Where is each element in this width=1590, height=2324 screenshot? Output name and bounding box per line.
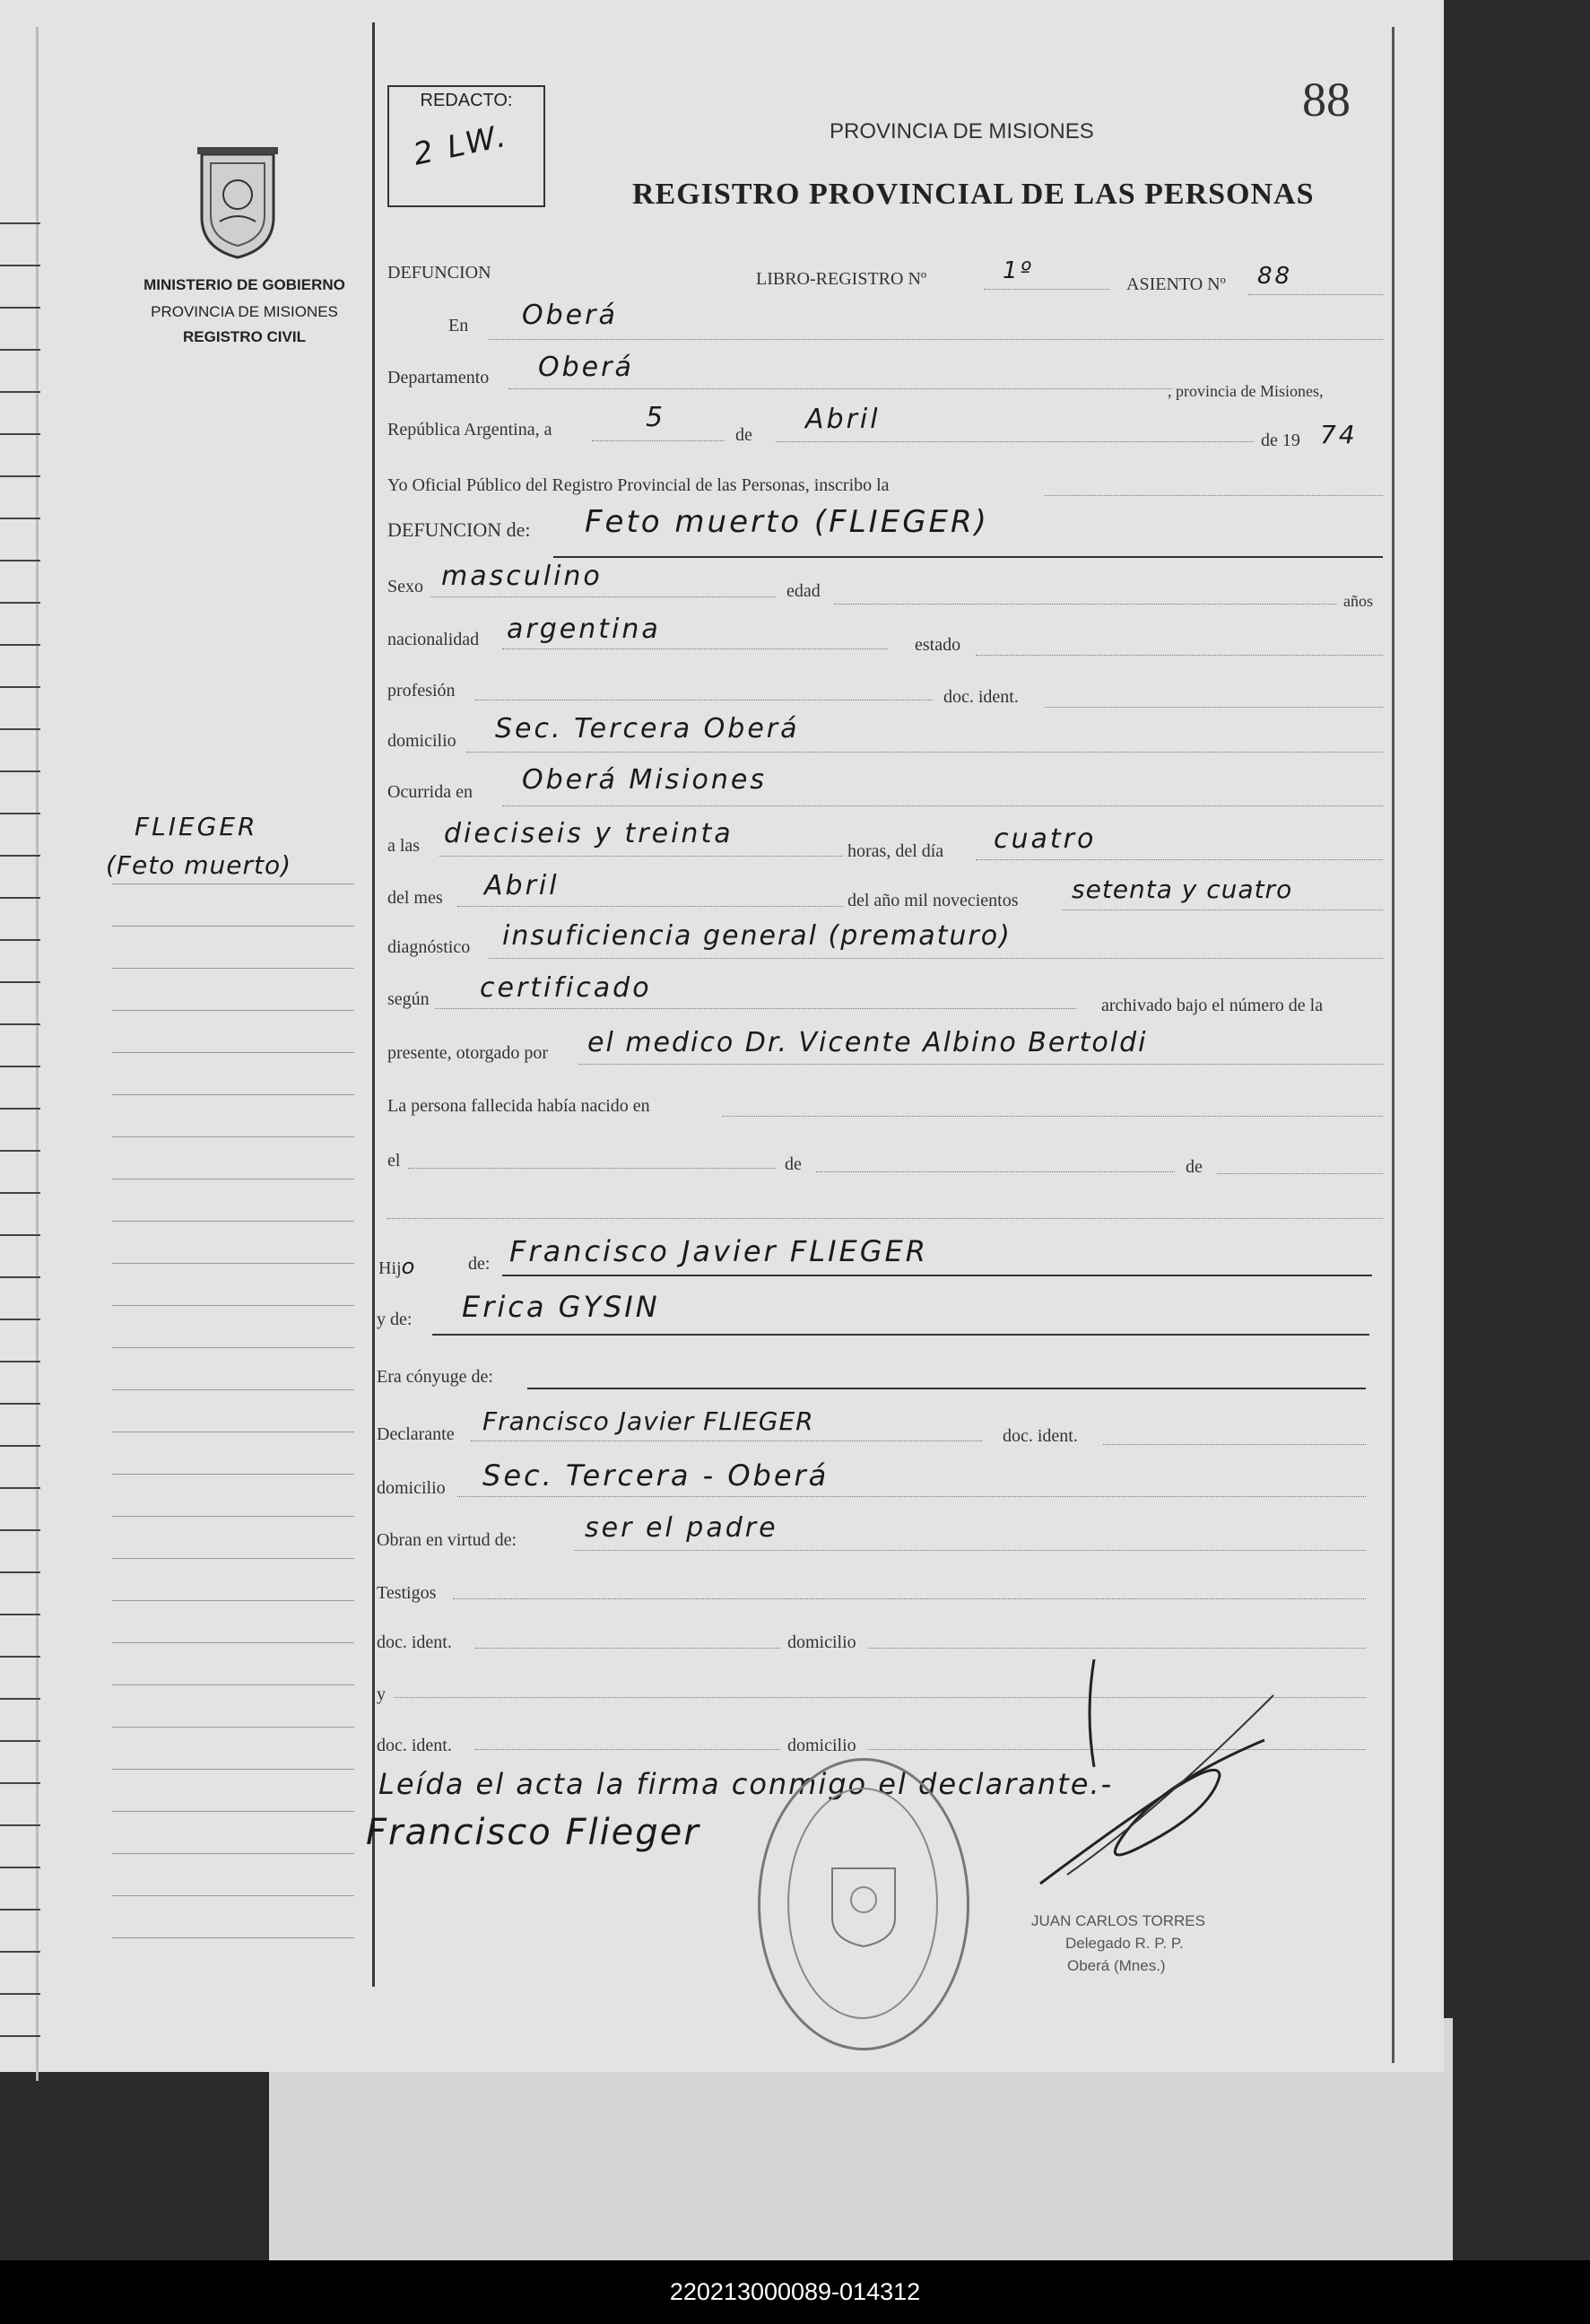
alas-label: a las bbox=[387, 836, 421, 856]
left-edge-tick bbox=[0, 1782, 40, 1784]
redacto-label: REDACTO: bbox=[420, 91, 513, 110]
doc-ident-label: doc. ident. bbox=[943, 687, 1019, 707]
conyuge-line bbox=[527, 1388, 1366, 1389]
left-edge-tick bbox=[0, 1108, 40, 1110]
margin-ruling bbox=[112, 1474, 354, 1475]
oficial-text: Yo Oficial Público del Registro Provincial de las Personas, inscribo la bbox=[387, 475, 890, 495]
left-edge-tick bbox=[0, 349, 40, 351]
margin-ruling bbox=[112, 1811, 354, 1812]
delmes-value: Abril bbox=[484, 870, 560, 901]
left-edge-tick bbox=[0, 1150, 40, 1152]
left-edge-tick bbox=[0, 1234, 40, 1236]
horas-label: horas, del día bbox=[847, 841, 944, 861]
diagnostico-line bbox=[489, 958, 1383, 959]
hijo-de-value: Francisco Javier FLIEGER bbox=[509, 1234, 928, 1268]
hijo-de-line bbox=[502, 1275, 1372, 1276]
anos-label: años bbox=[1343, 592, 1373, 610]
estado-label: estado bbox=[915, 635, 961, 655]
left-edge-tick bbox=[0, 1066, 40, 1067]
left-edge-tick bbox=[0, 475, 40, 477]
delmes-label: del mes bbox=[387, 888, 443, 908]
stamp-title: Delegado R. P. P. bbox=[1065, 1935, 1184, 1952]
de19-label: de 19 bbox=[1261, 431, 1300, 450]
left-edge-tick bbox=[0, 1824, 40, 1826]
de2-line bbox=[816, 1171, 1175, 1172]
obran-value: ser el padre bbox=[585, 1512, 778, 1544]
margin-ruling bbox=[112, 1684, 354, 1685]
libro-label: LIBRO-REGISTRO Nº bbox=[756, 269, 927, 289]
left-edge-tick bbox=[0, 433, 40, 435]
yde-label: y de: bbox=[377, 1310, 413, 1329]
presente-value: el medico Dr. Vicente Albino Bertoldi bbox=[587, 1027, 1148, 1058]
left-edge-tick bbox=[0, 1614, 40, 1615]
margin-ruling bbox=[112, 1305, 354, 1306]
left-edge-tick bbox=[0, 518, 40, 519]
left-edge-tick bbox=[0, 560, 40, 561]
declarante-value: Francisco Javier FLIEGER bbox=[482, 1406, 814, 1436]
segun-value: certificado bbox=[480, 972, 652, 1004]
left-edge-tick bbox=[0, 1656, 40, 1658]
de2-label: de bbox=[785, 1154, 802, 1174]
declarante-doc-line bbox=[1103, 1444, 1366, 1445]
margin-ruling bbox=[112, 1642, 354, 1643]
declarante-doc-label: doc. ident. bbox=[1003, 1426, 1078, 1446]
coat-of-arms-icon bbox=[188, 145, 287, 262]
de-label: de bbox=[735, 425, 752, 445]
official-seal-icon bbox=[758, 1758, 969, 2050]
y-label: y bbox=[377, 1684, 386, 1704]
domicilio-value: Sec. Tercera Oberá bbox=[495, 713, 800, 744]
declarante-label: Declarante bbox=[377, 1424, 455, 1444]
edad-label: edad bbox=[786, 581, 821, 601]
defuncion-de-value: Feto muerto (FLIEGER) bbox=[585, 504, 989, 540]
de3-label: de bbox=[1186, 1157, 1203, 1177]
decl-domicilio-value: Sec. Tercera - Oberá bbox=[482, 1458, 830, 1493]
t1-dom-line bbox=[868, 1648, 1366, 1649]
archivado-label: archivado bajo el número de la bbox=[1101, 996, 1324, 1015]
left-edge-tick bbox=[0, 770, 40, 772]
hijo-label-text: Hij bbox=[378, 1258, 402, 1278]
ministry-line-1: MINISTERIO DE GOBIERNO bbox=[143, 276, 345, 293]
dia-line bbox=[592, 440, 725, 441]
margin-note-name: FLIEGER bbox=[135, 812, 258, 841]
margin-ruling bbox=[112, 1263, 354, 1264]
defuncion-de-label: DEFUNCION de: bbox=[387, 518, 531, 541]
margin-ruling bbox=[112, 1010, 354, 1011]
left-edge-tick bbox=[0, 1192, 40, 1194]
hijo-label bbox=[378, 1254, 417, 1279]
left-edge-tick bbox=[0, 602, 40, 604]
book-spine bbox=[36, 27, 39, 2081]
ocurrida-label: Ocurrida en bbox=[387, 782, 473, 802]
obran-label: Obran en virtud de: bbox=[377, 1530, 517, 1550]
t1-dom-label: domicilio bbox=[787, 1632, 856, 1652]
left-edge-tick bbox=[0, 1529, 40, 1531]
el-label: el bbox=[387, 1151, 401, 1171]
mes-line bbox=[776, 441, 1254, 442]
libro-value: 1º bbox=[1003, 257, 1034, 284]
sexo-value: masculino bbox=[441, 561, 603, 592]
seal-emblem-icon bbox=[823, 1859, 904, 1949]
hijo-de-label: de: bbox=[468, 1254, 491, 1274]
redacto-box bbox=[387, 85, 545, 207]
presente-line bbox=[578, 1064, 1383, 1065]
margin-ruling bbox=[112, 1853, 354, 1854]
left-edge-tick bbox=[0, 2035, 40, 2037]
left-edge-tick bbox=[0, 1993, 40, 1995]
left-edge-tick bbox=[0, 1276, 40, 1278]
edad-line bbox=[834, 604, 1336, 605]
left-edge-tick bbox=[0, 644, 40, 646]
oficial-line bbox=[1045, 495, 1383, 496]
profesion-label: profesión bbox=[387, 681, 456, 701]
presente-label: presente, otorgado por bbox=[387, 1043, 549, 1063]
diagnostico-value: insuficiencia general (prematuro) bbox=[502, 920, 1012, 952]
libro-line bbox=[984, 289, 1109, 290]
mes-value: Abril bbox=[805, 404, 881, 435]
domicilio-line bbox=[466, 752, 1383, 753]
margin-ruling bbox=[112, 1347, 354, 1348]
departamento-line bbox=[508, 388, 1172, 389]
left-edge-tick bbox=[0, 1361, 40, 1362]
stamp-name: JUAN CARLOS TORRES bbox=[1031, 1912, 1205, 1929]
ministry-line-2: PROVINCIA DE MISIONES bbox=[151, 303, 338, 320]
stamp-place: Oberá (Mnes.) bbox=[1067, 1957, 1166, 1974]
left-edge-tick bbox=[0, 307, 40, 309]
margin-ruling bbox=[112, 883, 354, 884]
diagnostico-label: diagnóstico bbox=[387, 937, 471, 957]
left-edge-tick bbox=[0, 391, 40, 393]
left-edge-tick bbox=[0, 728, 40, 730]
left-edge-tick bbox=[0, 1023, 40, 1025]
testigos-line bbox=[453, 1598, 1366, 1599]
segun-line bbox=[435, 1008, 1076, 1009]
ocurrida-line bbox=[502, 805, 1383, 806]
left-edge-tick bbox=[0, 1571, 40, 1573]
delanio-value: setenta y cuatro bbox=[1072, 875, 1293, 904]
yde-line bbox=[432, 1334, 1369, 1336]
registry-title: REGISTRO PROVINCIAL DE LAS PERSONAS bbox=[632, 178, 1315, 211]
delmes-line bbox=[457, 906, 843, 907]
margin-ruling bbox=[112, 1052, 354, 1053]
testigos-label: Testigos bbox=[377, 1583, 437, 1603]
segun-label: según bbox=[387, 989, 430, 1009]
departamento-value: Oberá bbox=[538, 352, 634, 383]
yde-value: Erica GYSIN bbox=[462, 1290, 660, 1324]
asiento-label: ASIENTO Nº bbox=[1126, 274, 1226, 294]
departamento-label: Departamento bbox=[387, 368, 490, 387]
alas-value: dieciseis y treinta bbox=[444, 818, 734, 849]
defuncion-de-line bbox=[553, 556, 1383, 558]
left-edge-tick bbox=[0, 1487, 40, 1489]
ocurrida-value: Oberá Misiones bbox=[522, 764, 768, 796]
provincia-suffix: , provincia de Misiones, bbox=[1168, 382, 1324, 400]
left-edge-tick bbox=[0, 1951, 40, 1953]
sexo-label: Sexo bbox=[387, 577, 423, 596]
alas-line bbox=[439, 856, 843, 857]
estado-line bbox=[976, 655, 1383, 656]
margin-ruling bbox=[112, 1558, 354, 1559]
margin-ruling bbox=[112, 1221, 354, 1222]
asiento-value: 88 bbox=[1257, 263, 1293, 290]
nacionalidad-label: nacionalidad bbox=[387, 630, 480, 649]
horas-value: cuatro bbox=[994, 823, 1097, 855]
conyuge-label: Era cónyuge de: bbox=[377, 1367, 493, 1387]
province-title: PROVINCIA DE MISIONES bbox=[830, 119, 1094, 144]
de3-line bbox=[1217, 1173, 1383, 1174]
t1-doc-line bbox=[475, 1648, 780, 1649]
left-edge-tick bbox=[0, 981, 40, 983]
margin-ruling bbox=[112, 1727, 354, 1728]
left-edge-tick bbox=[0, 265, 40, 266]
republica-label: República Argentina, a bbox=[387, 420, 552, 440]
margin-ruling bbox=[112, 1094, 354, 1095]
closing-note: Leída el acta la firma conmigo el declarante.- bbox=[378, 1767, 1114, 1801]
left-edge-tick bbox=[0, 1909, 40, 1911]
margin-ruling bbox=[112, 1937, 354, 1938]
left-edge-tick bbox=[0, 813, 40, 814]
obran-line bbox=[574, 1550, 1366, 1551]
left-edge-tick bbox=[0, 1403, 40, 1405]
left-edge-tick bbox=[0, 1319, 40, 1320]
margin-note-sub: (Feto muerto) bbox=[106, 850, 292, 880]
right-border bbox=[1392, 27, 1395, 2063]
blank-line bbox=[387, 1218, 1383, 1219]
en-line bbox=[489, 339, 1383, 340]
t1-doc-label: doc. ident. bbox=[377, 1632, 452, 1652]
left-edge-tick bbox=[0, 855, 40, 857]
nacido-line bbox=[722, 1116, 1383, 1117]
margin-ruling bbox=[112, 1895, 354, 1896]
left-edge-tick bbox=[0, 222, 40, 224]
horas-line bbox=[976, 859, 1383, 860]
sexo-line bbox=[430, 596, 776, 597]
left-edge-tick bbox=[0, 686, 40, 688]
delanio-label: del año mil novecientos bbox=[847, 891, 1019, 910]
anio-value: 74 bbox=[1320, 420, 1358, 449]
margin-ruling bbox=[112, 926, 354, 927]
t2-doc-label: doc. ident. bbox=[377, 1736, 452, 1755]
image-id-footer: 220213000089-014312 bbox=[0, 2260, 1590, 2324]
decl-domicilio-label: domicilio bbox=[377, 1478, 446, 1498]
left-edge-tick bbox=[0, 1445, 40, 1447]
hijo-suffix: o bbox=[401, 1254, 418, 1279]
margin-ruling bbox=[112, 1136, 354, 1137]
margin-ruling bbox=[112, 1516, 354, 1517]
dia-value: 5 bbox=[646, 402, 666, 433]
left-edge-tick bbox=[0, 1698, 40, 1700]
defuncion-type-label: DEFUNCION bbox=[387, 263, 491, 283]
left-edge-tick bbox=[0, 897, 40, 899]
nacionalidad-value: argentina bbox=[507, 614, 661, 645]
t2-doc-line bbox=[475, 1749, 780, 1750]
en-value: Oberá bbox=[522, 300, 618, 331]
margin-ruling bbox=[112, 968, 354, 969]
nacionalidad-line bbox=[502, 648, 888, 649]
redacto-value: 2 LW. bbox=[410, 118, 512, 173]
decl-domicilio-line bbox=[457, 1496, 1366, 1497]
declarante-signature: Francisco Flieger bbox=[366, 1812, 700, 1853]
profesion-line bbox=[475, 700, 933, 701]
margin-ruling bbox=[112, 1769, 354, 1770]
left-edge-tick bbox=[0, 939, 40, 941]
margin-rule bbox=[372, 22, 375, 1987]
left-edge-tick bbox=[0, 1867, 40, 1868]
domicilio-label: domicilio bbox=[387, 731, 456, 751]
el-line bbox=[408, 1168, 776, 1169]
delegate-signature-icon bbox=[1031, 1659, 1300, 1902]
t2-dom-label: domicilio bbox=[787, 1736, 856, 1755]
nacido-label: La persona fallecida había nacido en bbox=[387, 1096, 650, 1116]
margin-ruling bbox=[112, 1389, 354, 1390]
ministry-line-3: REGISTRO CIVIL bbox=[183, 328, 306, 345]
left-edge-tick bbox=[0, 1740, 40, 1742]
doc-ident-line bbox=[1045, 707, 1383, 708]
page-number: 88 bbox=[1302, 73, 1351, 126]
asiento-line bbox=[1248, 294, 1383, 295]
en-label: En bbox=[448, 316, 469, 335]
margin-ruling bbox=[112, 1600, 354, 1601]
